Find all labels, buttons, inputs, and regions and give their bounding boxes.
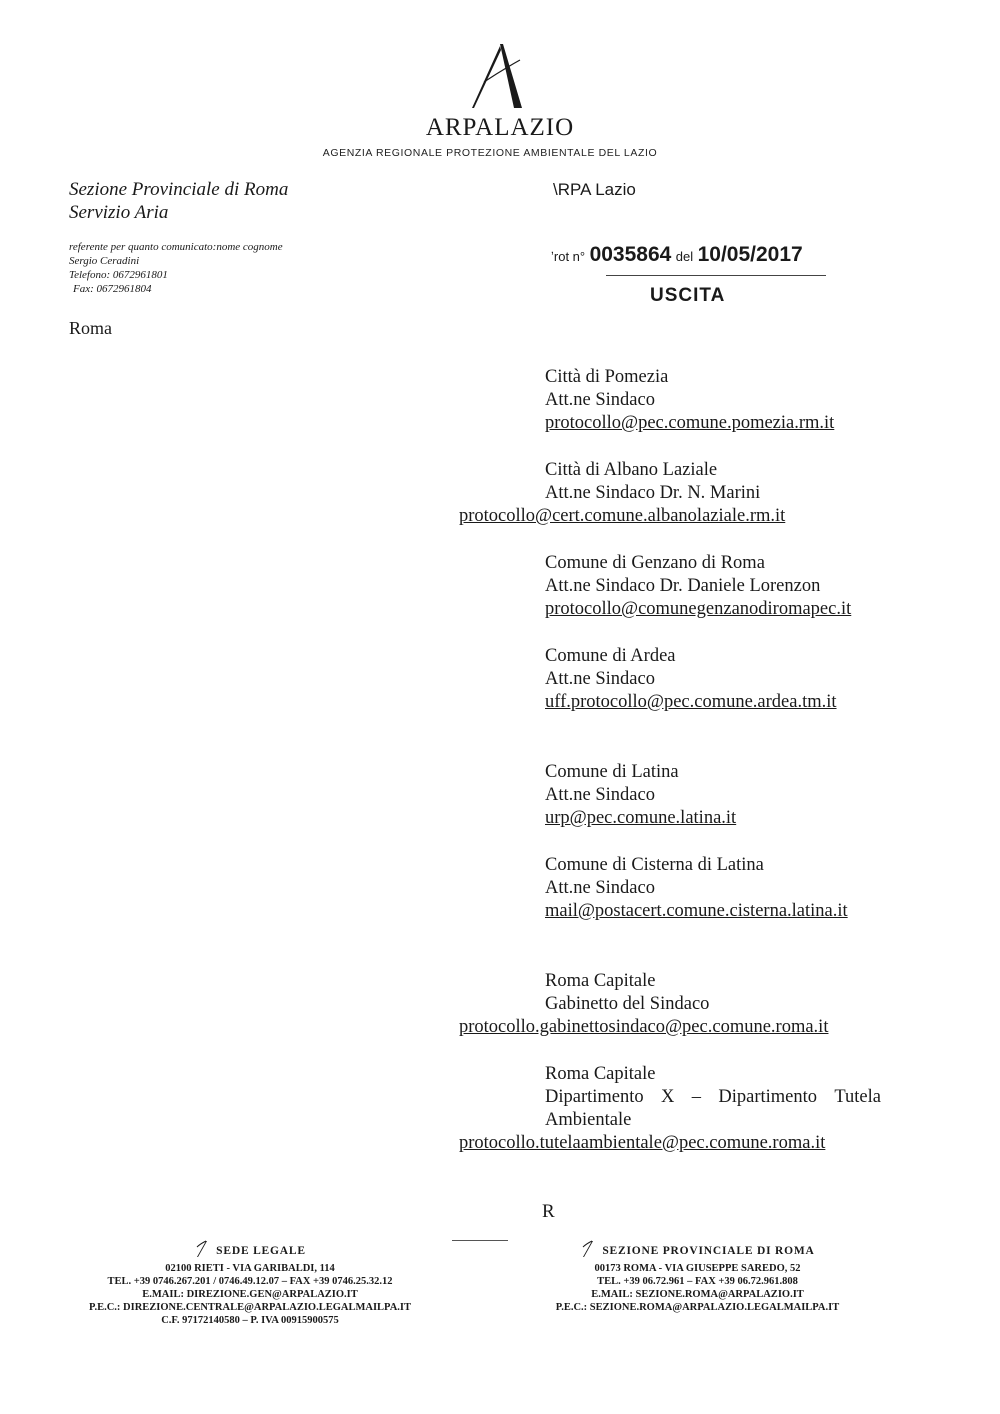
protocol-del: del [675,249,694,264]
footer-heading-text: SEZIONE PROVINCIALE DI ROMA [602,1245,815,1257]
recipient-attention: Att.ne Sindaco [545,785,655,805]
footer-rome-office [525,1240,870,1314]
footer-pec: P.E.C.: DIREZIONE.CENTRALE@ARPALAZIO.LEGALMAILPA.IT [89,1302,411,1313]
sender-service: Servizio Aria [69,202,169,223]
attention-word: Dipartimento [545,1087,644,1107]
recipient-name: Comune di Ardea [545,646,676,666]
protocol-date: 10/05/2017 [697,243,803,266]
recipient-attention: Att.ne Sindaco [545,878,655,898]
brand-title: ARPALAZIO [425,114,575,141]
referent-phone: Telefono: 0672961801 [69,269,168,281]
signature-initial: R [542,1201,555,1222]
footer-address: 02100 RIETI - VIA GARIBALDI, 114 [165,1263,335,1274]
stamp-divider [606,275,826,276]
recipient-block [459,1063,881,1155]
recipient-name: Città di Albano Laziale [545,460,718,480]
recipient-block [459,970,829,1039]
protocol-number: 0035864 [589,243,672,266]
recipient-name: Comune di Latina [545,762,679,782]
attention-word: X [661,1087,675,1107]
footer-tel: TEL. +39 0746.267.201 / 0746.49.12.07 – FAX +39 0746.25.32.12 [107,1276,393,1287]
recipient-attention-cont: Ambientale [545,1110,632,1130]
arpa-mark-icon [580,1240,594,1258]
referent-block [69,240,283,296]
recipient-email: protocollo@pec.comune.pomezia.rm.it [545,413,835,433]
arpalazio-logo-icon [462,42,532,110]
recipient-name: Comune di Genzano di Roma [545,553,765,573]
agency-subtitle: AGENZIA REGIONALE PROTEZIONE AMBIENTALE DEL LAZIO [322,147,658,159]
footer-heading [525,1240,870,1258]
recipient-attention: Att.ne Sindaco Dr. Daniele Lorenzon [545,576,821,596]
referent-fax: Fax: 0672961804 [73,283,152,295]
recipient-block [545,366,834,435]
protocol-direction: USCITA [650,285,726,306]
footer-divider [452,1240,508,1241]
recipient-email: uff.protocollo@pec.comune.ardea.tm.it [545,692,837,712]
footer-tel: TEL. +39 06.72.961 – FAX +39 06.72.961.808 [597,1276,798,1287]
arpa-mark-icon [194,1240,208,1258]
recipient-name: Roma Capitale [545,1064,656,1084]
footer-legal-office [50,1240,450,1327]
footer-email: E.MAIL: DIREZIONE.GEN@ARPALAZIO.IT [142,1289,358,1300]
attention-word: – [691,1087,701,1107]
recipient-email: protocollo.gabinettosindaco@pec.comune.roma.it [459,1017,829,1037]
protocol-number-line [551,243,803,267]
recipient-attention: Att.ne Sindaco [545,390,655,410]
sender-block [69,178,288,224]
attention-word: Tutela [834,1087,881,1107]
recipient-name: Comune di Cisterna di Latina [545,855,764,875]
recipient-name: Roma Capitale [545,971,656,991]
recipient-block [545,854,848,923]
footer-email: E.MAIL: SEZIONE.ROMA@ARPALAZIO.IT [591,1289,804,1300]
recipient-email: protocollo.tutelaambientale@pec.comune.roma.it [459,1133,826,1153]
footer-heading-text: SEDE LEGALE [216,1245,306,1257]
footer-pec: P.E.C.: SEZIONE.ROMA@ARPALAZIO.LEGALMAILPA.IT [555,1302,840,1313]
recipient-attention: Gabinetto del Sindaco [545,994,710,1014]
protocol-prefix: ʼrot n° [551,249,586,264]
recipient-block [545,761,736,830]
recipient-email: mail@postacert.comune.cisterna.latina.it [545,901,848,921]
recipient-block [545,552,851,621]
recipient-email: protocollo@comunegenzanodiromapec.it [545,599,852,619]
recipient-block [459,459,786,528]
recipient-attention: Att.ne Sindaco [545,669,655,689]
recipient-email: protocollo@cert.comune.albanolaziale.rm.it [459,506,786,526]
recipient-attention: Att.ne Sindaco Dr. N. Marini [545,483,761,503]
footer-heading [50,1240,450,1258]
footer-address: 00173 ROMA - VIA GIUSEPPE SAREDO, 52 [594,1263,801,1274]
recipient-attention [545,1086,881,1109]
recipient-block [545,645,837,714]
attention-word: Dipartimento [718,1087,818,1107]
sender-section: Sezione Provinciale di Roma [69,179,289,200]
recipient-email: urp@pec.comune.latina.it [545,808,737,828]
referent-label: referente per quanto comunicato:nome cognome [69,241,283,253]
stamp-organization: \RPA Lazio [553,180,636,199]
footer-tax-code: C.F. 97172140580 – P. IVA 00915900575 [161,1315,339,1326]
sender-city: Roma [69,318,112,338]
recipient-name: Città di Pomezia [545,367,669,387]
referent-name: Sergio Ceradini [69,255,140,267]
